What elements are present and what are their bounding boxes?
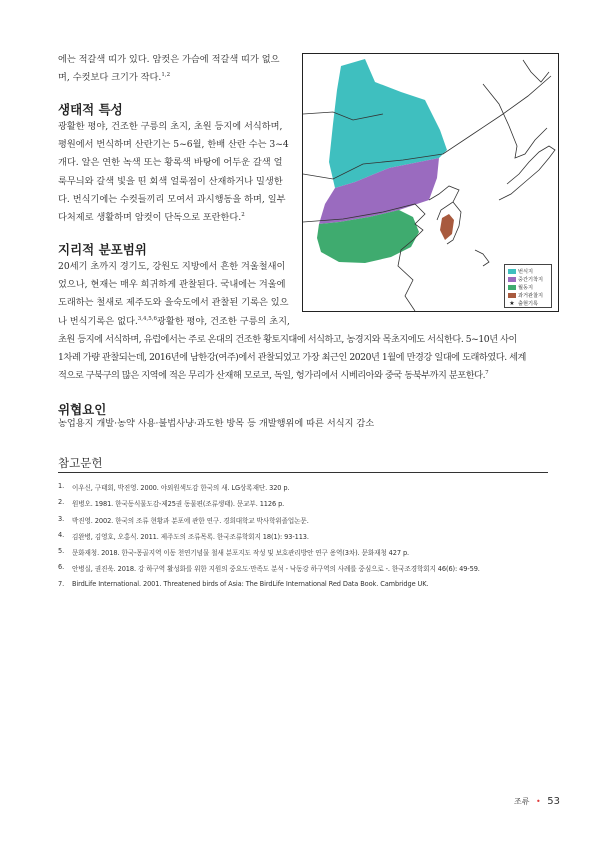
ecology-line: 룩무늬와 갈색 빛을 띤 회색 얼룩점이 산재하거나 밀생한 <box>58 175 283 187</box>
distribution-line: 적으로 구북구의 많은 지역에 적은 무리가 산재해 모로코, 독일, 헝가리에서 시베리아와 중국 동북부까지 분포한다.$^7$ <box>58 370 489 382</box>
legend-swatch <box>508 277 516 282</box>
reference-item: 5. 문화재청. 2018. 한국-몽골지역 이동 천연기념물 철새 분포지도 작성 및 보호관리방안 연구 용역(3차). 문화재청 427 p. <box>58 547 410 558</box>
intro-text <box>58 51 294 87</box>
legend-item: 월동지 <box>508 283 551 291</box>
legend-item: 번식지 <box>508 267 551 275</box>
legend-swatch <box>508 293 516 298</box>
map-region-past <box>440 214 454 240</box>
ecology-line: 광활한 평야, 건조한 구릉의 초지, 초원 등지에 서식하며, <box>58 121 283 132</box>
page-footer <box>470 796 560 807</box>
footer-separator: • <box>536 797 541 806</box>
distribution-text <box>58 258 294 331</box>
legend-item: 중간기착지 <box>508 275 551 283</box>
distribution-line: 초원 등지에 서식하며, 유럽에서는 주로 온대의 건조한 황토지대에 서식하고, 농경지와 목초지에도 서식한다. 5~10년 사이 <box>58 334 517 345</box>
map-coastline <box>523 60 549 82</box>
reference-item: 1. 이우신, 구태회, 박진영. 2000. 야외원색도감 한국의 새. LG상록재단. 320 p. <box>58 482 290 492</box>
reference-item: 3. 박진영. 2002. 한국의 조류 현황과 분포에 관한 연구. 경희대학교 박사학위졸업논문. <box>58 514 309 525</box>
ecology-line: 다처제로 생활하며 암컷이 단독으로 포란한다.$^2$ <box>58 212 245 224</box>
distribution-text-wide <box>58 331 548 386</box>
threats-line: 농업용지 개발·농약 사용·불법사냥·과도한 방목 등 개발행위에 따른 서식지 감소 <box>58 418 375 429</box>
footer-section: 조류 <box>513 797 530 806</box>
ecology-text <box>58 118 294 227</box>
distribution-line: 나 번식기록은 없다.$^{3,4,5,6}$광활한 평야, 건조한 구릉의 초지, <box>58 315 290 327</box>
reference-item: 6. 안병실, 권진욱. 2018. 강 하구역 활성화를 위한 지원의 중요도·만족도 분석 - 낙동강 하구역의 사례를 중심으로 -. 한국조경학회지 46(6): 49-59. <box>58 563 480 574</box>
reference-item: 4. 김완병, 김영호, 오홍식. 2011. 제주도의 조류목록. 한국조류학회지 18(1): 93-113. <box>58 530 309 541</box>
reference-item: 2. 원병오. 1981. 한국동식물도감-제25권 동물편(조류생태). 문교부. 1126 p. <box>58 498 285 509</box>
distribution-line: 1차례 가량 관찰되는데, 2016년에 남한강(여주)에서 관찰되었고 가장 최근인 2020년 1월에 만경강 일대에 도래하였다. 세계 <box>58 352 526 364</box>
legend-item: ★ 출현기록 <box>509 299 539 307</box>
intro-line: 며, 수컷보다 크기가 작다.$^{1,2}$ <box>58 72 171 84</box>
legend-swatch <box>508 285 516 290</box>
reference-item: 7. BirdLife International. 2001. Threatened birds of Asia: The BirdLife International Red Data Book. Cambridge UK. <box>58 579 429 588</box>
ecology-line: 다. 번식기에는 수컷들끼리 모여서 과시행동을 하며, 일부 <box>58 193 286 205</box>
distribution-line: 20세기 초까지 경기도, 강원도 지방에서 흔한 겨울철새이 <box>58 261 286 272</box>
distribution-map <box>302 53 559 312</box>
ecology-heading: 생태적 특성 <box>58 102 123 117</box>
ecology-line: 평원에서 번식하며 산란기는 5~6월, 한배 산란 수는 3~4 <box>58 139 289 151</box>
map-coastline <box>429 186 459 220</box>
threats-heading: 위협요인 <box>58 402 107 417</box>
references-divider <box>58 472 548 473</box>
legend-item: 과거관찰지 <box>508 291 551 299</box>
legend-swatch <box>508 269 516 274</box>
distribution-line: 었으나, 현재는 매우 희귀하게 관찰된다. 국내에는 겨울에 <box>58 279 286 291</box>
star-icon: ★ <box>509 299 515 307</box>
references-heading: 참고문헌 <box>58 456 103 470</box>
map-coastline <box>499 146 555 200</box>
threats-text <box>58 415 548 433</box>
distribution-heading: 지리적 분포범위 <box>58 242 147 257</box>
references-list <box>58 482 558 596</box>
map-legend <box>504 264 552 308</box>
map-coastline <box>475 250 489 266</box>
page-number: 53 <box>547 796 560 807</box>
intro-line: 에는 적갈색 띠가 있다. 암컷은 가슴에 적갈색 띠가 없으 <box>58 54 280 65</box>
distribution-line: 도래하는 철새로 제주도와 을숙도에서 관찰된 기록은 있으 <box>58 297 289 309</box>
ecology-line: 개다. 알은 연한 녹색 또는 황록색 바탕에 어두운 갈색 얼 <box>58 157 283 169</box>
